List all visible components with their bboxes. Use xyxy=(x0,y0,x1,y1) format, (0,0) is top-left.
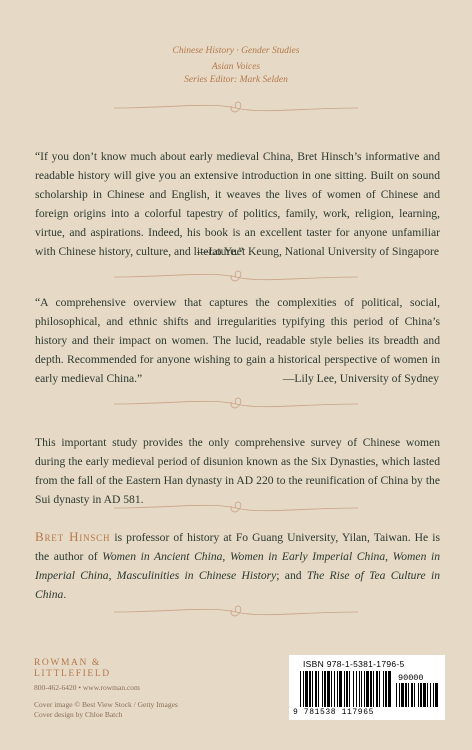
flourish-divider-bottom xyxy=(110,600,362,624)
author-book-5: The Rise of Tea Culture in China xyxy=(35,569,441,601)
quote-2-attribution: —Lily Lee, University of Sydney xyxy=(282,372,439,385)
author-bio-text: is professor of history at Fo Guang University, Yilan, Taiwan. He is the author of xyxy=(35,531,440,563)
author-bio-sep-4: ; and xyxy=(276,569,307,582)
quote-1: “If you don’t know much about early medieval China, Bret Hinsch’s informative and readable history will give you an extensive introduction in one sitting. Built on sound scholarship in Chinese and English, it weaves the lives of women of Chinese and foreign origins into a colorful tapestry of politics, family, work, religion, learning, virtue, and aspirations. Indeed, his book is an excellent taster for anyone unfamiliar with Chinese history, culture, and literature.” xyxy=(35,150,440,258)
flourish-divider-top xyxy=(110,96,362,120)
author-bio-sep-2: , xyxy=(385,550,393,563)
publisher-line-2: LITTLEFIELD xyxy=(34,669,111,679)
flourish-divider-3 xyxy=(110,392,362,416)
author-bio-sep-1: , xyxy=(222,550,230,563)
book-description: This important study provides the only comprehensive survey of Chinese women during the early medieval period of disunion known as the Six Dynasties, which lasted from the fall of the Eastern Han dynasty in AD 220 to the reunification of China by the Sui dynasty in AD 581. xyxy=(35,436,440,506)
author-book-1: Women in Ancient China xyxy=(102,550,223,563)
author-name: Bret Hinsch xyxy=(35,529,111,544)
author-book-3: Women in Imperial China xyxy=(35,550,441,582)
flourish-divider-4 xyxy=(110,496,362,520)
author-book-4: Masculinities in Chinese History xyxy=(116,569,277,582)
quote-2: “A comprehensive overview that captures the complexities of political, social, philosophical, and ethnic shifts and irregularities typifying this period of China’s history and their impact on women. The lucid, readable style belies its breadth and depth. Recommended for anyone wishing to gain a historical perspective of women in early medieval China.” xyxy=(35,296,440,385)
author-book-2: Women in Early Imperial China xyxy=(229,550,386,563)
series-name: Asian Voices xyxy=(211,62,261,72)
price-code: 90000 xyxy=(398,673,424,683)
series-editor: Series Editor: Mark Selden xyxy=(184,75,288,85)
barcode-digits: 9 781538 117965 xyxy=(293,708,375,717)
flourish-divider-2 xyxy=(110,265,362,289)
barcode-bars xyxy=(300,671,392,707)
series-subjects: Chinese History · Gender Studies xyxy=(172,46,300,56)
author-bio-end: . xyxy=(63,588,67,601)
publisher-contact: 800-462-6420 • www.rowman.com xyxy=(34,683,140,692)
cover-design-credit: Cover design by Chloe Batch xyxy=(34,710,123,719)
quote-1-attribution: —Lo Yuet Keung, National University of Singapore xyxy=(196,245,439,258)
cover-image-credit: Cover image © Best View Stock / Getty Images xyxy=(34,700,178,709)
publisher-line-1: ROWMAN & xyxy=(34,658,101,668)
isbn-text: ISBN 978-1-5381-1796-5 xyxy=(303,659,405,669)
price-barcode-bars xyxy=(396,683,440,707)
author-bio xyxy=(35,527,440,604)
author-bio-sep-3: , xyxy=(108,569,117,582)
